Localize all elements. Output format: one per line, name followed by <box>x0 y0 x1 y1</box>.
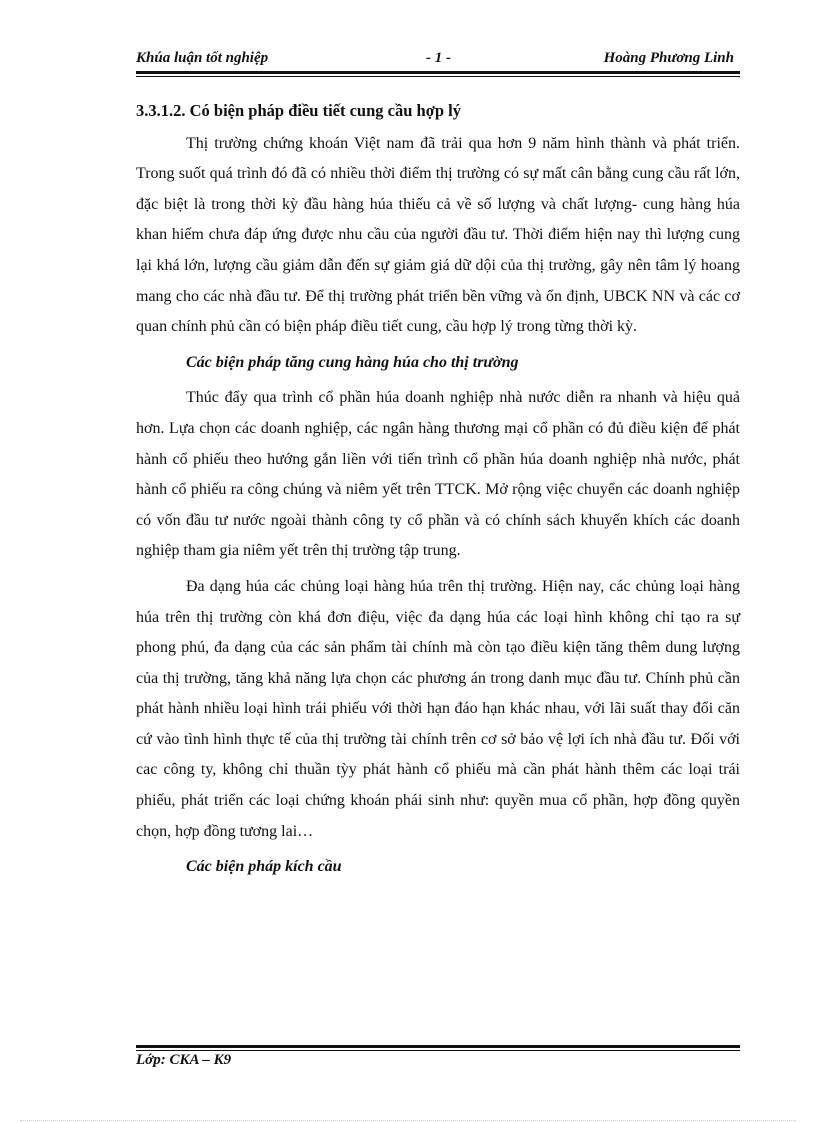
footer-divider <box>136 1045 740 1051</box>
subheading-demand: Các biện pháp kích cầu <box>186 858 342 876</box>
subheading-supply: Các biện pháp tăng cung hàng húa cho thị trường <box>186 353 519 371</box>
header-divider <box>136 71 740 77</box>
section-heading: 3.3.1.2. Có biện pháp điều tiết cung cầu hợp lý <box>136 101 461 120</box>
page-header <box>136 46 738 72</box>
page-body <box>136 96 740 888</box>
header-thesis-title: Khúa luận tốt nghiệp <box>136 50 269 66</box>
page-bottom-edge <box>20 1120 796 1121</box>
header-author: Hoàng Phương Linh <box>603 50 734 66</box>
footer-class-label: Lớp: CKA – K9 <box>136 1052 232 1068</box>
intro-paragraph: Thị trường chứng khoán Việt nam đã trải qua hơn 9 năm hình thành và phát triển. Trong suốt quá trình đó đã có nhiều thời điểm thị trường có sự mất cân bằng cung cầu rất lớn, đặc biệt là trong thời kỳ đầu hàng húa thiếu cả về số lượng và chất lượng- cung hàng húa khan hiếm chưa đáp ứng được nhu cầu của người đầu tư. Thời điểm hiện nay thì lượng cung lại khá lớn, lượng cầu giảm dẫn đến sự giảm giá dữ dội của thị trường, gây nên tâm lý hoang mang cho các nhà đầu tư. Để thị trường phát triển bền vững và ổn định, UBCK NN và các cơ quan chính phủ cần có biện pháp điều tiết cung, cầu hợp lý trong từng thời kỳ. <box>136 134 740 336</box>
paragraph-diversification: Đa dạng húa các chủng loại hàng húa trên thị trường. Hiện nay, các chủng loại hàng húa trên thị trường còn khá đơn điệu, việc đa dạng húa các loại hình không chỉ tạo ra sự phong phú, đa dạng của các sản phẩm tài chính mà còn tạo điều kiện tăng thêm dung lượng của thị trường, tăng khả năng lựa chọn các phương án trong danh mục đầu tư. Chính phủ cần phát hành nhiều loại hình trái phiếu với thời hạn đáo hạn khác nhau, với lãi suất thay đổi căn cứ vào tình hình thực tế của thị trường tài chính trên cơ sở bảo vệ lợi ích nhà đầu tư. Đối với cac công ty, không chỉ thuần tỳy phát hành cổ phiếu mà cần phát hành thêm các loại trái phiếu, phát triển các loại chứng khoán phái sinh như: quyền mua cổ phần, hợp đồng quyền chọn, hợp đồng tương lai… <box>136 577 740 840</box>
header-page-number: - 1 - <box>426 50 451 66</box>
paragraph-equitization: Thúc đẩy qua trình cổ phần húa doanh nghiệp nhà nước diễn ra nhanh và hiệu quả hơn. Lựa chọn các doanh nghiệp, các ngân hàng thương mại cổ phần có đủ điều kiện để phát hành cổ phiếu theo hướng gắn liền với tiến trình cổ phần húa doanh nghiệp nhà nước, phát hành cổ phiếu ra công chúng và niêm yết trên TTCK. Mở rộng việc chuyển các doanh nghiệp có vốn đầu tư nước ngoài thành công ty cổ phần và có chính sách khuyến khích các doanh nghiệp tham gia niêm yết trên thị trường tập trung. <box>136 389 740 560</box>
